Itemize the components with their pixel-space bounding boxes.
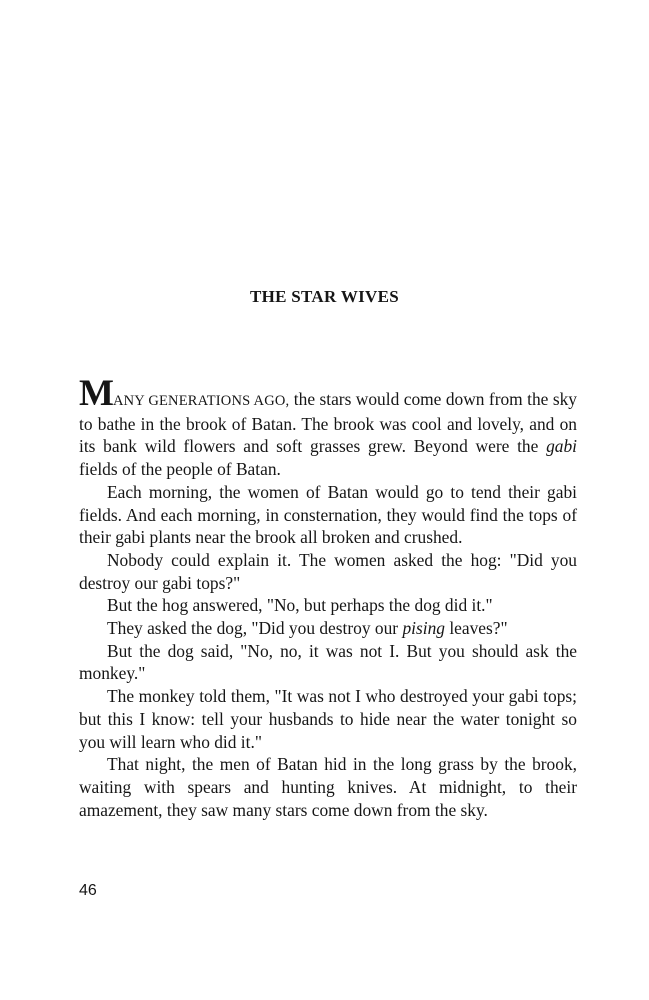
paragraph-1-italic: gabi — [546, 436, 577, 457]
paragraph-3: Nobody could explain it. The women asked the hog: "Did you destroy our gabi tops?" — [79, 549, 577, 593]
paragraph-4: But the hog answered, "No, but perhaps the dog did it." — [107, 595, 493, 616]
story-body — [79, 373, 577, 821]
paragraph-2: Each morning, the women of Batan would go to tend their gabi fields. And each morning, in consternation, they would find the tops of their gabi plants near the brook all broken and crushed. — [79, 481, 577, 548]
paragraph-5-text-b: leaves?" — [444, 618, 508, 639]
paragraph-6: But the dog said, "No, no, it was not I. But you should ask the monkey." — [79, 640, 577, 684]
paragraph-8: That night, the men of Batan hid in the long grass by the brook, waiting with spears and hunting knives. At midnight, to their amazement, they saw many stars come down from the sky. — [79, 754, 577, 820]
paragraph-5 — [79, 617, 577, 640]
paragraph-1-text-a: the stars would come down from the sky to bathe in the brook of Batan. The brook was cool and lovely, and on its bank wild flowers and soft grasses grew. Beyond were the — [79, 389, 577, 457]
paragraph-5-italic: pising — [402, 618, 445, 639]
paragraph-1-text-b: fields of the people of Batan. — [79, 459, 281, 480]
page-number: 46 — [79, 882, 97, 899]
opening-small-caps: ANY GENERATIONS AGO, — [112, 393, 290, 409]
paragraph-5-text-a: They asked the dog, "Did you destroy our — [107, 618, 403, 639]
story-title: THE STAR WIVES — [249, 287, 400, 306]
paragraph-1 — [79, 373, 577, 481]
drop-cap: M — [79, 373, 113, 414]
paragraph-7: The monkey told them, "It was not I who destroyed your gabi tops; but this I know: tell your husbands to hide near the water tonight so you will learn who did it." — [79, 686, 577, 752]
